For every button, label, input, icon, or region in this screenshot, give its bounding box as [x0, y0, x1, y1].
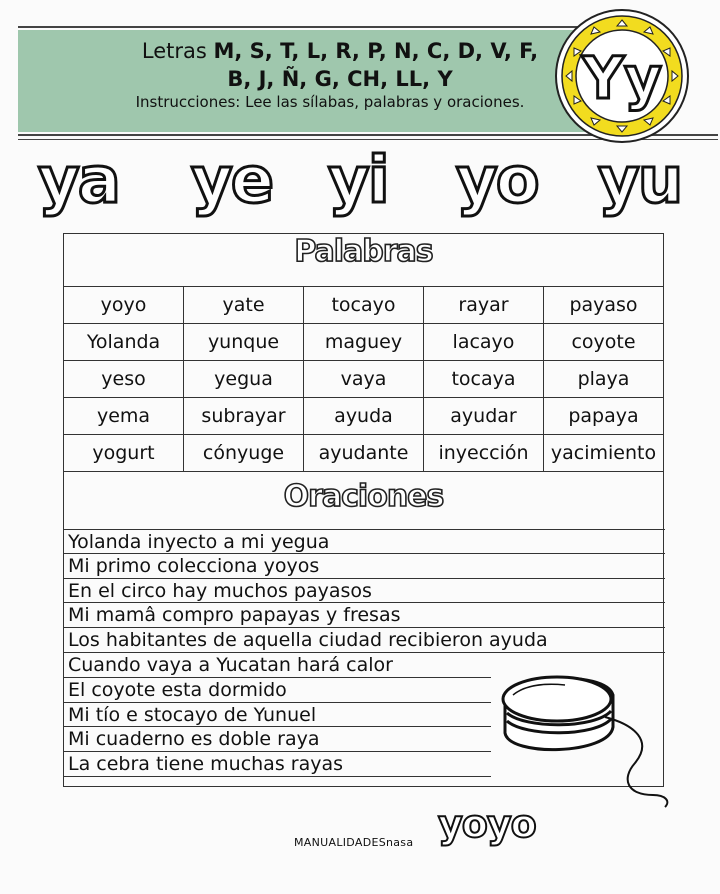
palabras-grid [63, 286, 664, 472]
sentence-line: Yolanda inyecto a mi yegua [63, 529, 665, 554]
badge-letter: Yy [582, 44, 662, 112]
sentence-line: El coyote esta dormido [63, 678, 491, 703]
sentence-line: Mi primo colecciona yoyos [63, 554, 665, 579]
sentence-line: La cebra tiene muchas rayas [63, 752, 491, 777]
word-cell: yunque [184, 324, 304, 361]
syllable-ya: ya [38, 144, 119, 218]
word-cell: maguey [304, 324, 424, 361]
syllable-ye: ye [191, 144, 273, 218]
word-cell: yacimiento [544, 435, 664, 472]
word-cell: tocaya [424, 361, 544, 398]
letters-line-1 [120, 38, 560, 64]
yoyo-illustration [485, 655, 705, 815]
table-row [64, 361, 664, 398]
table-row [64, 398, 664, 435]
letters-line-2: B, J, Ñ, G, CH, LL, Y [227, 67, 453, 91]
word-cell: coyote [544, 324, 664, 361]
header-top-rule [18, 26, 618, 28]
syllables-row [26, 142, 706, 222]
letters-list-1: M, S, T, L, R, P, N, C, D, V, F, [213, 39, 539, 63]
palabras-title: Palabras [294, 234, 433, 269]
word-cell: yema [64, 398, 184, 435]
table-row [64, 287, 664, 324]
table-row [64, 435, 664, 472]
sentence-line: Los habitantes de aquella ciudad recibieron ayuda [63, 628, 665, 653]
word-cell: ayuda [304, 398, 424, 435]
word-cell: Yolanda [64, 324, 184, 361]
word-cell: ayudante [304, 435, 424, 472]
word-cell: rayar [424, 287, 544, 324]
word-cell: yegua [184, 361, 304, 398]
sentence-line: Cuando vaya a Yucatan hará calor [63, 653, 491, 678]
table-row [64, 324, 664, 361]
word-cell: yogurt [64, 435, 184, 472]
sentence-line: Mi mamâ compro papayas y fresas [63, 603, 665, 628]
word-cell: papaya [544, 398, 664, 435]
letter-badge [552, 6, 692, 146]
letters-prefix: Letras [141, 39, 214, 63]
word-cell: yoyo [64, 287, 184, 324]
word-cell: inyección [424, 435, 544, 472]
syllable-yi: yi [328, 144, 388, 218]
credit-text: MANUALIDADESnasa [294, 836, 414, 849]
sentence-line: En el circo hay muchos payasos [63, 579, 665, 604]
word-cell: yate [184, 287, 304, 324]
instructions-text: Instrucciones: Lee las sílabas, palabras y oraciones. [135, 93, 525, 111]
oraciones-title: Oraciones [283, 479, 444, 514]
word-cell: yeso [64, 361, 184, 398]
word-cell: vaya [304, 361, 424, 398]
syllable-yu: yu [598, 144, 682, 218]
word-cell: ayudar [424, 398, 544, 435]
word-cell: lacayo [424, 324, 544, 361]
sentence-line: Mi tío e stocayo de Yunuel [63, 703, 491, 728]
syllable-yo: yo [456, 144, 538, 218]
word-cell: playa [544, 361, 664, 398]
word-cell: cónyuge [184, 435, 304, 472]
sentence-line: Mi cuaderno es doble raya [63, 727, 491, 752]
word-cell: subrayar [184, 398, 304, 435]
yoyo-caption: yoyo [438, 802, 536, 846]
word-cell: payaso [544, 287, 664, 324]
word-cell: tocayo [304, 287, 424, 324]
